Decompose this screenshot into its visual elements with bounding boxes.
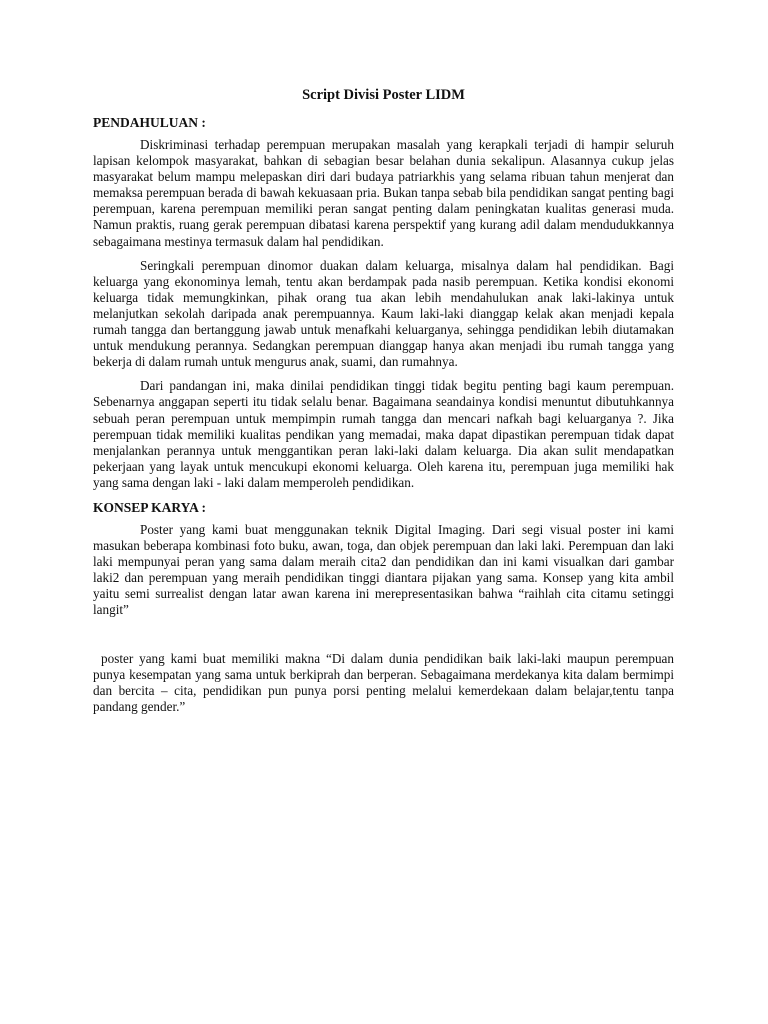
- paragraph: Poster yang kami buat menggunakan teknik Digital Imaging. Dari segi visual poster ini kami masukan beberapa kombinasi foto buku, awan, toga, dan objek perempuan dan laki laki. Perempuan dan laki laki mempunyai peran yang sama dalam meraih cita2 dan pendidikan dan ini kami visualkan dari gambar laki2 dan perempuan yang meraih pendidikan tinggi diantara pijakan yang sama. Konsep yang kita ambil yaitu semi surrealist dengan latar awan karena ini merepresentasikan bahwa “raihlah cita citamu setinggi langit”: [93, 521, 674, 618]
- paragraph: Seringkali perempuan dinomor duakan dalam keluarga, misalnya dalam hal pendidikan. Bagi keluarga yang ekonominya lemah, tentu akan berdampak pada nasib perempuan. Ketika kondisi ekonomi keluarga tidak memungkinkan, pihak orang tua akan lebih mendahulukan anak laki-lakinya untuk melanjutkan sekolah daripada anak perempuannya. Kaum laki-laki dianggap kelak akan menjadi kepala rumah tangga dan bertanggung jawab untuk menafkahi keluarganya, sehingga pendidikan lebih diutamakan untuk mendukung perannya. Sedangkan perempuan dianggap hanya akan menjadi ibu rumah tangga yang bekerja di dalam rumah untuk mengurus anak, suami, dan rumahnya.: [93, 257, 674, 370]
- document-title: Script Divisi Poster LIDM: [302, 87, 465, 103]
- blank-line: [93, 627, 674, 651]
- paragraph: Diskriminasi terhadap perempuan merupakan masalah yang kerapkali terjadi di hampir seluruh lapisan kelompok masyarakat, bahkan di sebagian besar belahan dunia sekalipun. Alasannya cukup jelas masyarakat belum mampu melepaskan diri dari budaya patriarkhis yang selama ribuan tahun menjerat dan memaksa perempuan berada di bawah kekuasaan pria. Bukan tanpa sebab bila pendidikan sangat penting bagi perempuan, karena perempuan memiliki peran sangat penting dalam peningkatan kualitas generasi muda. Namun praktis, ruang gerak perempuan dibatasi karena perspektif yang kurang adil dalam mendudukkannya sebagaimana mestinya termasuk dalam hal pendidikan.: [93, 137, 674, 249]
- section-heading-konsep-karya: KONSEP KARYA :: [93, 499, 207, 515]
- paragraph: poster yang kami buat memiliki makna “Di dalam dunia pendidikan baik laki-laki maupun perempuan punya kesempatan yang sama untuk berkiprah dan berperan. Sebagaimana merdekanya kita dalam bermimpi dan bercita – cita, pendidikan pun punya porsi penting melalui kemerdekaan dalam belajar,tentu tanpa pandang gender.”: [93, 650, 674, 714]
- section-heading-pendahuluan: PENDAHULUAN :: [93, 115, 206, 130]
- paragraph: Dari pandangan ini, maka dinilai pendidikan tinggi tidak begitu penting bagi kaum perempuan. Sebenarnya anggapan seperti itu tidak selalu benar. Bagaimana seandainya kondisi menuntut dibutuhkannya sebuah peran perempuan untuk mempimpin rumah tangga dan mencari nafkah bagi keluarganya ?. Jika perempuan tidak memiliki kualitas pendikan yang memadai, maka dapat dipastikan perempuan tidak dapat menjalankan perannya untuk menggantikan peran laki-laki dalam keluarga. Dia akan sulit mendapatkan pekerjaan yang layak untuk mencukupi ekonomi keluarga. Oleh karena itu, perempuan juga memiliki hak yang sama dengan laki - laki dalam memperoleh pendidikan.: [93, 378, 674, 490]
